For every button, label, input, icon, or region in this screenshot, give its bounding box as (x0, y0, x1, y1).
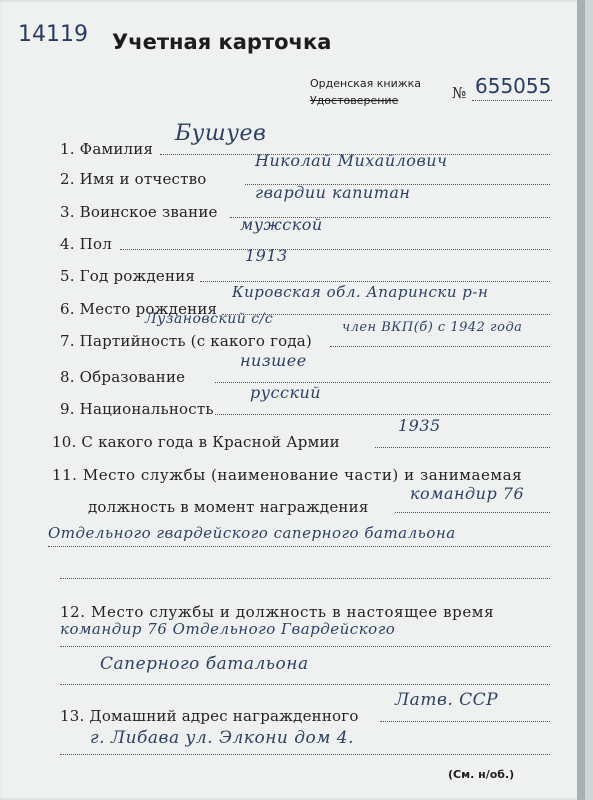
footer-note: (См. н/об.) (448, 768, 515, 781)
number-sign: № (452, 84, 467, 102)
field-service-value-1: командир 76 (410, 484, 525, 503)
card-title: Учетная карточка (112, 30, 332, 54)
card-edge (577, 0, 585, 800)
doc-type-certificate: Удостоверение (310, 94, 399, 107)
field-current-service-label: 12. Место службы и должность в настоящее время (60, 603, 495, 621)
field-service-label-1: 11. Место службы (наименование части) и занимаемая (52, 466, 523, 484)
field-rank-value: гвардии капитан (255, 183, 411, 202)
field-surname-value: Бушуев (175, 121, 267, 146)
field-current-service-value-1: командир 76 Отдельного Гвардейского (60, 620, 396, 638)
field-address-label: 13. Домашний адрес награжденного (60, 707, 359, 725)
field-nationality-label: 9. Национальность (60, 400, 214, 418)
field-address-value-2: г. Либава ул. Элкони дом 4. (90, 728, 354, 748)
field-army-year-value: 1935 (398, 416, 441, 435)
field-line (60, 578, 550, 579)
doc-type-order-book: Орденская книжка (310, 77, 422, 90)
card-number: 14119 (18, 22, 88, 47)
field-birthplace-value2: Лузановский с/с (145, 311, 274, 327)
field-line (375, 447, 550, 448)
field-service-value-2: Отдельного гвардейского саперного батальона (48, 524, 456, 542)
number-line (472, 100, 552, 101)
field-line (395, 512, 550, 513)
field-line (60, 754, 550, 755)
field-birthplace-label: 6. Место рождения (60, 300, 218, 318)
field-party-label: 7. Партийность (с какого года) (60, 332, 312, 350)
field-sex-value: мужской (240, 215, 323, 234)
field-current-service-value-2: Саперного батальона (100, 654, 309, 674)
field-line (60, 684, 550, 685)
field-line (380, 721, 550, 722)
field-name-value: Николай Михайлович (255, 151, 448, 170)
field-birthyear-value: 1913 (245, 246, 288, 265)
field-sex-label: 4. Пол (60, 235, 112, 253)
field-rank-label: 3. Воинское звание (60, 203, 218, 221)
field-line (120, 249, 550, 250)
field-line (222, 314, 550, 315)
field-service-label-2: должность в момент награждения (88, 498, 369, 516)
order-book-number: 655055 (475, 74, 552, 98)
field-party-value: член ВКП(б) с 1942 года (342, 320, 523, 335)
field-name-label: 2. Имя и отчество (60, 170, 207, 188)
field-birthyear-label: 5. Год рождения (60, 267, 196, 285)
field-line (60, 646, 550, 647)
field-line (48, 546, 550, 547)
field-line (215, 414, 550, 415)
field-line (330, 346, 550, 347)
field-address-value-1: Латв. ССР (395, 690, 499, 710)
field-education-value: низшее (240, 351, 307, 370)
field-nationality-value: русский (250, 383, 322, 402)
field-surname-label: 1. Фамилия (60, 140, 154, 158)
field-education-label: 8. Образование (60, 368, 186, 386)
field-birthplace-value: Кировская обл. Апарински р-н (232, 283, 489, 301)
field-line (200, 281, 550, 282)
field-army-year-label: 10. С какого года в Красной Армии (52, 433, 340, 451)
